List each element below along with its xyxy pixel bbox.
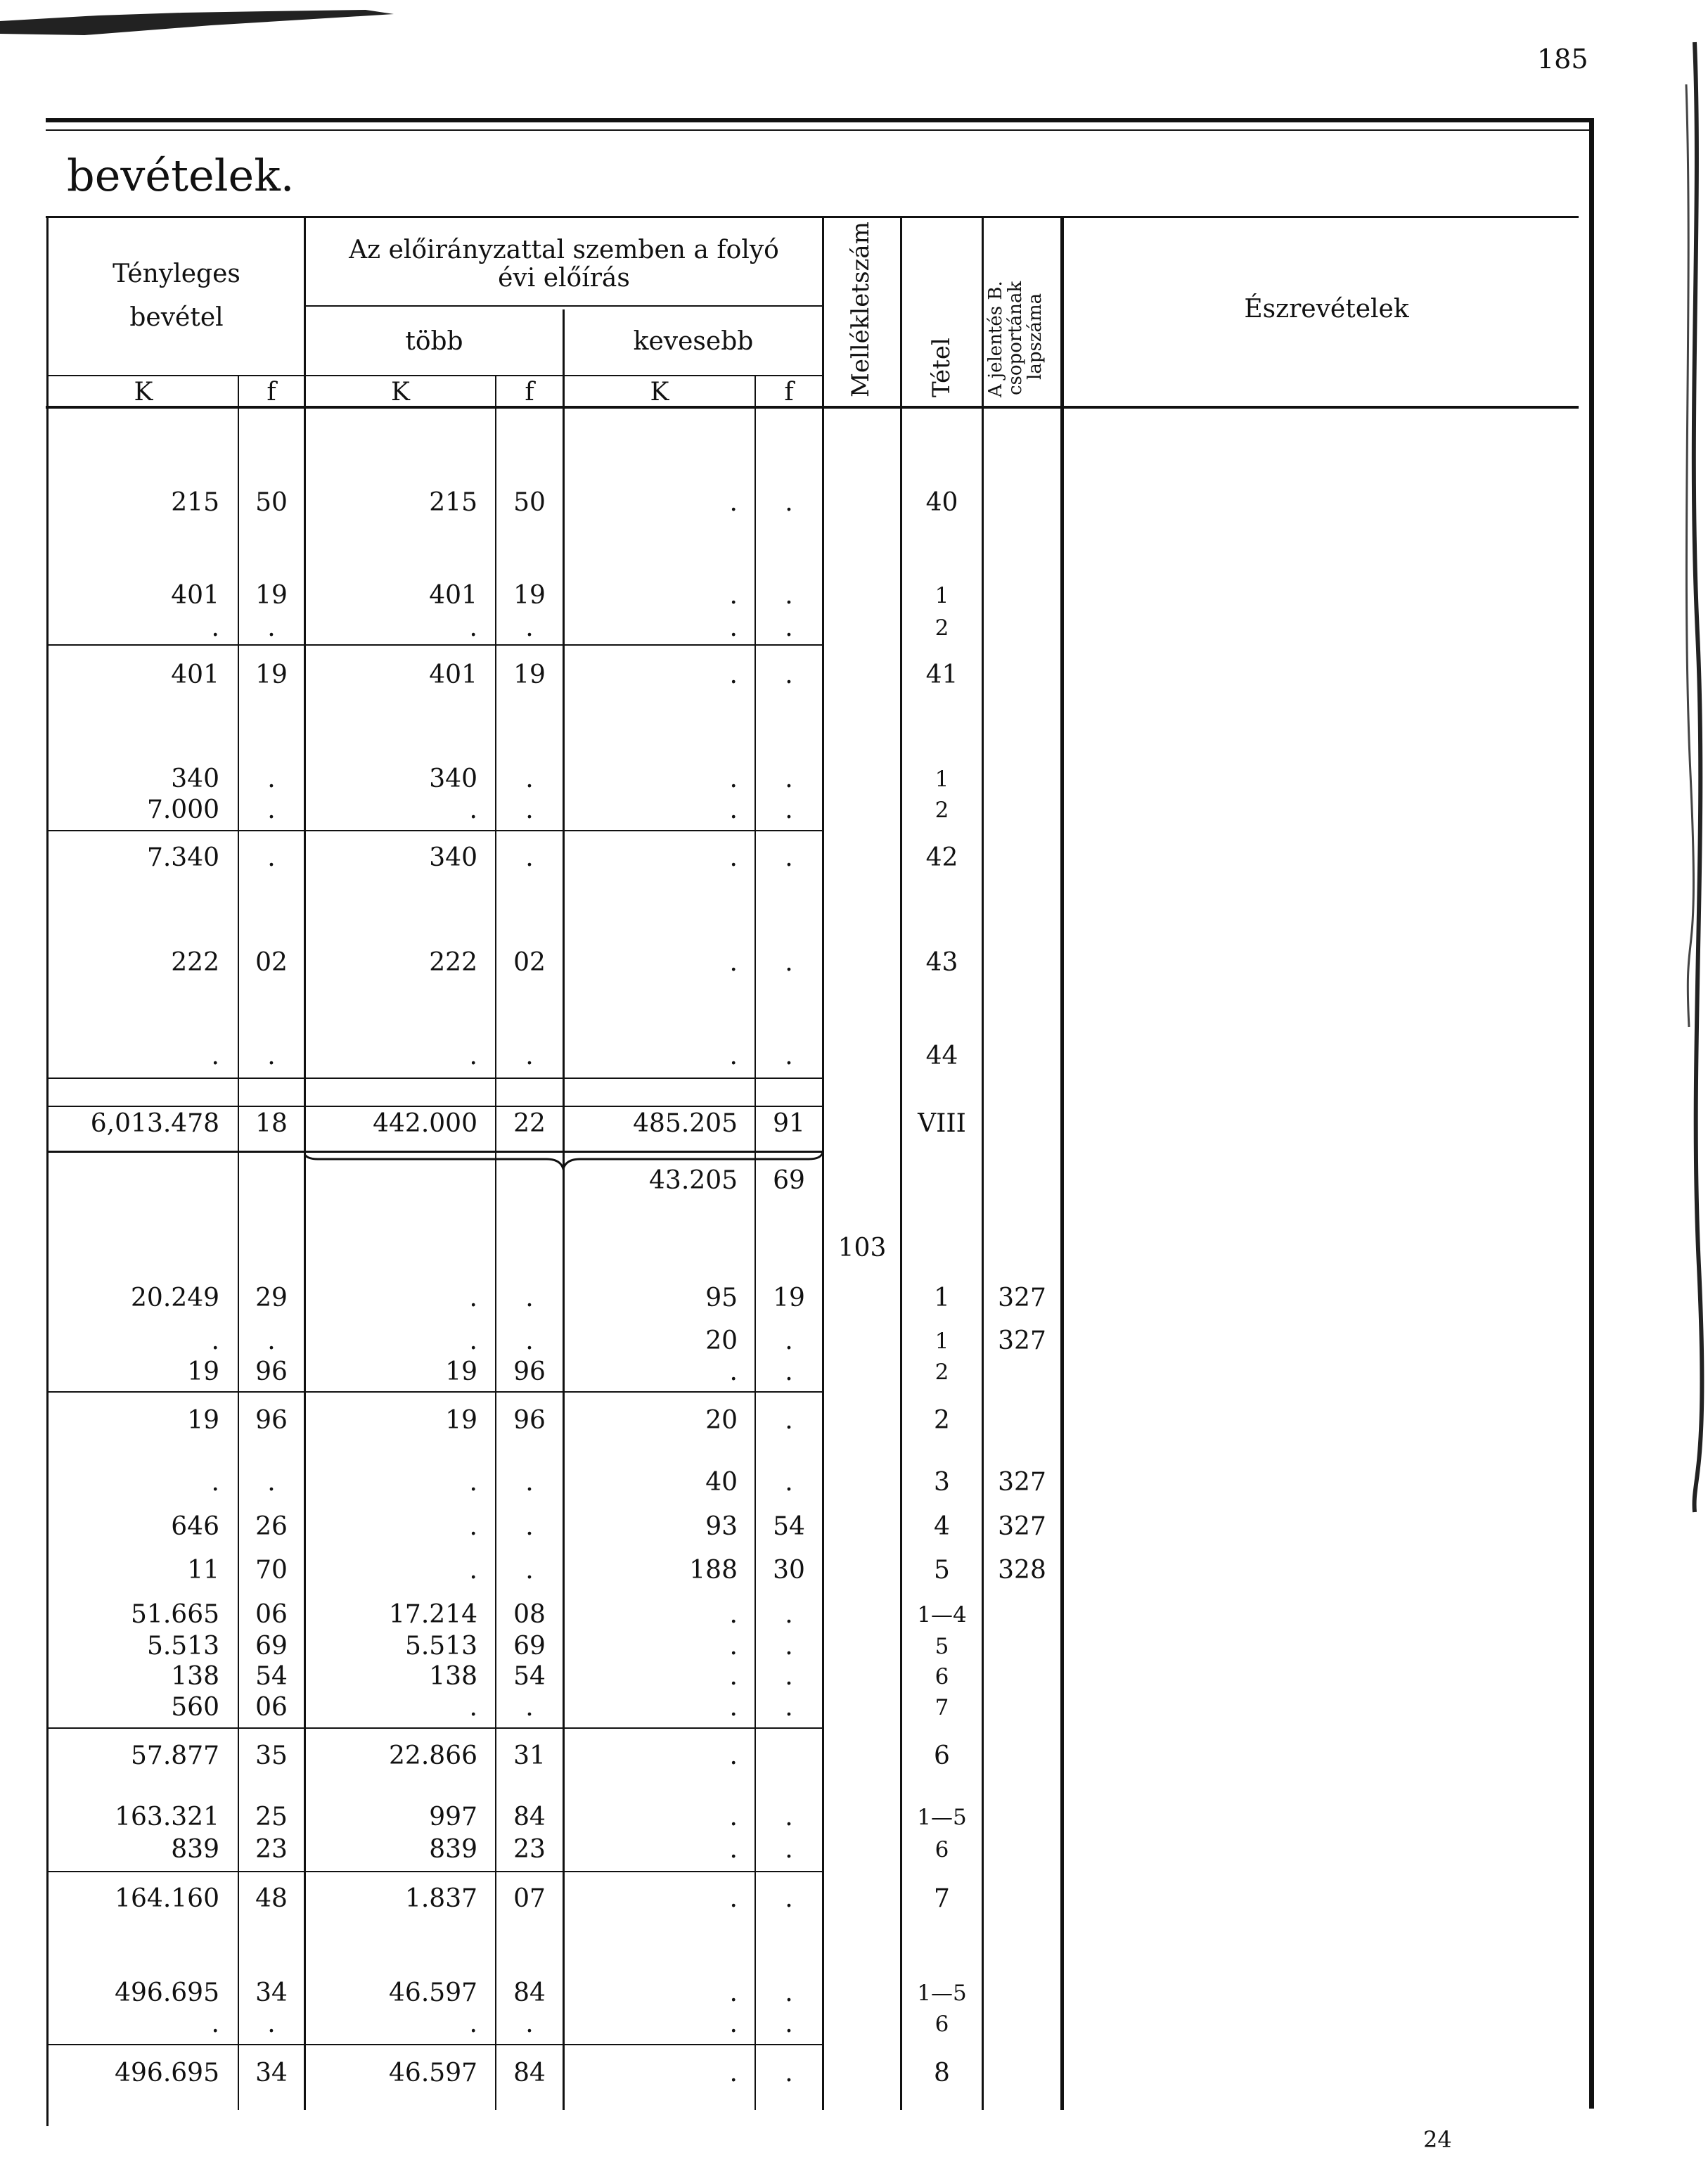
cell-actual-f: 29: [255, 1284, 288, 1312]
cell-actual-f: 69: [255, 1632, 288, 1661]
cell-more-k: .: [469, 1326, 477, 1355]
cell-item: 2: [935, 1360, 949, 1385]
cell-item: 41: [925, 660, 958, 689]
cell-item: 42: [925, 843, 958, 872]
header-less: kevesebb: [633, 327, 754, 356]
cell-more-f: 84: [513, 1803, 546, 1831]
cell-actual-f: 06: [255, 1600, 288, 1629]
brace-rule: [304, 1151, 824, 1172]
cell-item: 6: [935, 1837, 949, 1862]
footer-number: 24: [1423, 2126, 1452, 2153]
top-rule-thin: [46, 129, 1589, 131]
cell-less-f: .: [785, 1632, 793, 1661]
cell-more-f: 19: [513, 660, 546, 689]
unit-k-less: K: [650, 378, 669, 407]
cell-less-k: .: [729, 2009, 738, 2038]
header-top-rule: [46, 216, 1579, 218]
cell-less-f: .: [785, 2059, 793, 2087]
cell-less-k: .: [729, 1632, 738, 1661]
cell-item: 6: [935, 2012, 949, 2037]
cell-item: 2: [935, 798, 949, 823]
cell-more-f: .: [525, 1468, 534, 1497]
cell-actual-k: 839: [171, 1835, 219, 1864]
cell-more-k: 17.214: [389, 1600, 477, 1629]
cell-more-k: 138: [429, 1662, 477, 1691]
cell-attachment: 103: [837, 1234, 887, 1262]
cell-actual-f: 06: [255, 1693, 288, 1722]
col-divider-remarks: [1060, 218, 1064, 2110]
cell-item: 44: [925, 1042, 958, 1070]
page-number: 185: [1537, 44, 1588, 75]
header-report-page-line1: A jelentés B.: [985, 281, 1006, 397]
cell-less-f: .: [785, 1600, 793, 1629]
cell-actual-k: 401: [171, 581, 219, 610]
cell-less-k: 43.205: [649, 1166, 738, 1195]
cell-more-k: 997: [429, 1803, 477, 1831]
cell-less-k: .: [729, 660, 738, 689]
cell-actual-k: 57.877: [131, 1741, 219, 1770]
header-attachment: Mellékletszám: [847, 222, 875, 397]
cell-less-f: .: [785, 1468, 793, 1497]
cell-actual-f: .: [267, 1042, 276, 1070]
unit-f-less: f: [784, 378, 794, 407]
cell-less-f: .: [785, 1884, 793, 1913]
header-remarks: Észrevételek: [1244, 295, 1409, 324]
col-divider-less: [563, 309, 565, 2110]
cell-more-k: 839: [429, 1835, 477, 1864]
cell-more-k: .: [469, 1284, 477, 1312]
left-border: [46, 217, 49, 2126]
cell-more-f: .: [525, 1512, 534, 1541]
cell-actual-k: .: [211, 1468, 219, 1497]
cell-more-f: 96: [513, 1406, 546, 1435]
cell-less-f: 54: [773, 1512, 805, 1541]
cell-item: 1: [935, 583, 949, 608]
cell-more-f: 23: [513, 1835, 546, 1864]
cell-less-k: .: [729, 1803, 738, 1831]
cell-actual-f: 50: [255, 488, 288, 517]
cell-less-k: .: [729, 1662, 738, 1691]
cell-less-k: .: [729, 1357, 738, 1386]
cell-actual-f: 70: [255, 1556, 288, 1585]
cell-actual-k: 6,013.478: [90, 1109, 219, 1138]
cell-actual-k: 560: [171, 1693, 219, 1722]
cell-report-page: 328: [998, 1556, 1046, 1585]
cell-less-f: .: [785, 1406, 793, 1435]
cell-more-f: 54: [513, 1662, 546, 1691]
cell-actual-k: .: [211, 1326, 219, 1355]
cell-actual-k: 5.513: [146, 1632, 219, 1661]
scan-edge-mark: [0, 0, 450, 42]
cell-less-f: .: [785, 581, 793, 610]
cell-more-k: 1.837: [404, 1884, 477, 1913]
cell-item: 1: [935, 1329, 949, 1354]
cell-item: 2: [935, 615, 949, 641]
cell-less-k: 40: [705, 1468, 738, 1497]
cell-actual-f: 54: [255, 1662, 288, 1691]
cell-item: 8: [934, 2059, 950, 2087]
cell-less-f: .: [785, 660, 793, 689]
cell-actual-k: 11: [187, 1556, 219, 1585]
cell-less-f: .: [785, 1693, 793, 1722]
cell-item: 7: [934, 1884, 950, 1913]
cell-actual-k: 20.249: [131, 1284, 219, 1312]
cell-actual-f: 19: [255, 660, 288, 689]
cell-more-f: 69: [513, 1632, 546, 1661]
cell-less-f: .: [785, 488, 793, 517]
cell-more-f: 84: [513, 1978, 546, 2007]
subtotal-rule: [48, 1106, 823, 1107]
cell-more-f: .: [525, 1556, 534, 1585]
cell-actual-k: 164.160: [115, 1884, 219, 1913]
cell-more-f: 96: [513, 1357, 546, 1386]
cell-actual-f: .: [267, 613, 276, 642]
cell-less-f: .: [785, 2009, 793, 2038]
cell-actual-f: 48: [255, 1884, 288, 1913]
cell-more-k: 442.000: [373, 1109, 477, 1138]
cell-actual-f: 96: [255, 1406, 288, 1435]
cell-less-f: 19: [773, 1284, 805, 1312]
cell-more-f: .: [525, 765, 534, 793]
cell-more-f: .: [525, 795, 534, 824]
subtotal-rule: [48, 644, 823, 646]
cell-less-k: 20: [705, 1326, 738, 1355]
cell-more-k: 46.597: [389, 2059, 477, 2087]
header-actual-line2: bevétel: [129, 303, 224, 332]
header-rule-units: [46, 375, 823, 376]
cell-more-k: .: [469, 613, 477, 642]
cell-actual-f: 34: [255, 2059, 288, 2087]
unit-k-more: K: [391, 378, 410, 407]
cell-more-k: .: [469, 1512, 477, 1541]
cell-actual-f: 23: [255, 1835, 288, 1864]
header-report-page-line3: lapszáma: [1025, 293, 1046, 380]
cell-more-k: 340: [429, 843, 477, 872]
cell-actual-k: 215: [171, 488, 219, 517]
top-double-rule: [46, 118, 1589, 122]
cell-item: 1: [934, 1284, 950, 1312]
cell-more-f: 19: [513, 581, 546, 610]
cell-more-k: 5.513: [404, 1632, 477, 1661]
cell-less-f: .: [785, 1835, 793, 1864]
cell-actual-k: 163.321: [115, 1803, 219, 1831]
cell-less-f: .: [785, 1326, 793, 1355]
cell-actual-f: 26: [255, 1512, 288, 1541]
cell-item: 6: [934, 1741, 950, 1770]
cell-actual-f: 18: [255, 1109, 288, 1138]
header-more: több: [405, 327, 463, 356]
cell-item: 6: [935, 1664, 949, 1689]
cell-more-k: .: [469, 2009, 477, 2038]
cell-more-f: 84: [513, 2059, 546, 2087]
cell-more-k: 19: [445, 1357, 477, 1386]
cell-less-f: .: [785, 948, 793, 977]
cell-actual-f: 96: [255, 1357, 288, 1386]
cell-more-k: 215: [429, 488, 477, 517]
cell-more-f: .: [525, 1042, 534, 1070]
cell-less-f: 91: [773, 1109, 805, 1138]
cell-more-k: .: [469, 795, 477, 824]
cell-report-page: 327: [998, 1512, 1046, 1541]
cell-actual-f: 34: [255, 1978, 288, 2007]
header-report-page-line2: csoportának: [1005, 281, 1026, 395]
cell-actual-f: .: [267, 1468, 276, 1497]
cell-more-f: 07: [513, 1884, 546, 1913]
cell-actual-k: .: [211, 2009, 219, 2038]
page-title: bevételek.: [67, 150, 295, 201]
cell-actual-k: 19: [187, 1406, 219, 1435]
unit-f-actual: f: [267, 378, 276, 407]
unit-f-more: f: [525, 378, 534, 407]
cell-actual-f: .: [267, 843, 276, 872]
header-compared-line1: Az előirányzattal szemben a folyó: [349, 236, 779, 264]
col-divider-page: [982, 218, 984, 2110]
cell-less-k: 20: [705, 1406, 738, 1435]
cell-more-k: 222: [429, 948, 477, 977]
cell-item: 1—5: [917, 1981, 967, 2006]
subtotal-rule: [48, 1391, 823, 1393]
cell-more-f: 31: [513, 1741, 546, 1770]
cell-actual-f: .: [267, 765, 276, 793]
cell-more-k: .: [469, 1556, 477, 1585]
cell-more-k: .: [469, 1042, 477, 1070]
subtotal-rule: [48, 2044, 823, 2045]
cell-item: 1—5: [917, 1805, 967, 1830]
right-border: [1589, 118, 1594, 2109]
cell-less-k: .: [729, 1741, 738, 1770]
cell-more-k: 46.597: [389, 1978, 477, 2007]
unit-k-actual: K: [134, 378, 153, 407]
cell-less-k: .: [729, 843, 738, 872]
cell-more-k: 401: [429, 660, 477, 689]
cell-item: 2: [934, 1406, 950, 1435]
cell-less-f: .: [785, 765, 793, 793]
cell-item: 4: [934, 1512, 950, 1541]
cell-less-f: 69: [773, 1166, 805, 1195]
cell-actual-f: 25: [255, 1803, 288, 1831]
header-actual-line1: Tényleges: [113, 260, 240, 288]
cell-item: 3: [934, 1468, 950, 1497]
cell-more-k: 22.866: [389, 1741, 477, 1770]
cell-less-k: .: [729, 2059, 738, 2087]
cell-item: 43: [925, 948, 958, 977]
cell-less-k: .: [729, 581, 738, 610]
cell-actual-k: 7.340: [146, 843, 219, 872]
cell-actual-k: 51.665: [131, 1600, 219, 1629]
cell-more-f: .: [525, 1326, 534, 1355]
cell-actual-k: 222: [171, 948, 219, 977]
cell-actual-f: .: [267, 1326, 276, 1355]
cell-more-f: .: [525, 843, 534, 872]
cell-less-k: .: [729, 1042, 738, 1070]
header-compared-line2: évi előírás: [498, 264, 630, 293]
cell-more-k: .: [469, 1693, 477, 1722]
cell-more-f: 02: [513, 948, 546, 977]
cell-less-f: .: [785, 1978, 793, 2007]
cell-more-f: 08: [513, 1600, 546, 1629]
cell-less-f: .: [785, 613, 793, 642]
binding-edge-mark: [1674, 0, 1708, 2174]
cell-item: 5: [934, 1556, 950, 1585]
cell-actual-f: .: [267, 795, 276, 824]
cell-less-k: 485.205: [633, 1109, 738, 1138]
cell-actual-k: 19: [187, 1357, 219, 1386]
cell-less-f: .: [785, 1662, 793, 1691]
cell-more-k: 19: [445, 1406, 477, 1435]
cell-less-f: .: [785, 1803, 793, 1831]
cell-less-k: .: [729, 1600, 738, 1629]
cell-actual-k: 138: [171, 1662, 219, 1691]
cell-item: 40: [925, 488, 958, 517]
cell-actual-f: 35: [255, 1741, 288, 1770]
cell-less-f: .: [785, 1357, 793, 1386]
cell-item: 1—4: [917, 1602, 967, 1628]
cell-less-k: .: [729, 795, 738, 824]
cell-actual-k: 496.695: [115, 2059, 219, 2087]
header-item: Tétel: [927, 338, 956, 397]
cell-less-k: 188: [689, 1556, 738, 1585]
cell-actual-k: 496.695: [115, 1978, 219, 2007]
cell-more-k: .: [469, 1468, 477, 1497]
cell-more-f: 22: [513, 1109, 546, 1138]
cell-report-page: 327: [998, 1326, 1046, 1355]
cell-actual-k: .: [211, 613, 219, 642]
subtotal-rule: [48, 830, 823, 831]
cell-more-f: 50: [513, 488, 546, 517]
cell-less-f: 30: [773, 1556, 805, 1585]
cell-actual-k: 340: [171, 765, 219, 793]
subtotal-rule: [48, 1078, 823, 1079]
cell-less-k: .: [729, 1884, 738, 1913]
cell-actual-k: 7.000: [146, 795, 219, 824]
cell-item: 1: [935, 767, 949, 792]
subtotal-rule: [48, 1727, 823, 1729]
cell-less-k: .: [729, 613, 738, 642]
cell-less-k: .: [729, 1835, 738, 1864]
header-rule-compared: [304, 305, 823, 307]
cell-less-k: 95: [705, 1284, 738, 1312]
cell-more-f: .: [525, 1693, 534, 1722]
cell-more-k: 340: [429, 765, 477, 793]
cell-actual-f: 19: [255, 581, 288, 610]
cell-item: VIII: [918, 1109, 966, 1138]
cell-item: 7: [935, 1695, 949, 1720]
cell-actual-k: 401: [171, 660, 219, 689]
cell-less-k: .: [729, 948, 738, 977]
cell-less-f: .: [785, 1042, 793, 1070]
cell-less-k: .: [729, 1978, 738, 2007]
cell-report-page: 327: [998, 1468, 1046, 1497]
subtotal-rule: [48, 1871, 823, 1872]
cell-less-k: .: [729, 488, 738, 517]
cell-report-page: 327: [998, 1284, 1046, 1312]
cell-less-k: 93: [705, 1512, 738, 1541]
cell-less-f: .: [785, 843, 793, 872]
cell-more-f: .: [525, 1284, 534, 1312]
cell-actual-f: .: [267, 2009, 276, 2038]
cell-less-k: .: [729, 1693, 738, 1722]
cell-more-f: .: [525, 2009, 534, 2038]
cell-less-k: .: [729, 765, 738, 793]
cell-actual-k: .: [211, 1042, 219, 1070]
cell-actual-f: 02: [255, 948, 288, 977]
cell-more-f: .: [525, 613, 534, 642]
cell-more-k: 401: [429, 581, 477, 610]
cell-less-f: .: [785, 795, 793, 824]
cell-item: 5: [935, 1634, 949, 1659]
cell-actual-k: 646: [171, 1512, 219, 1541]
